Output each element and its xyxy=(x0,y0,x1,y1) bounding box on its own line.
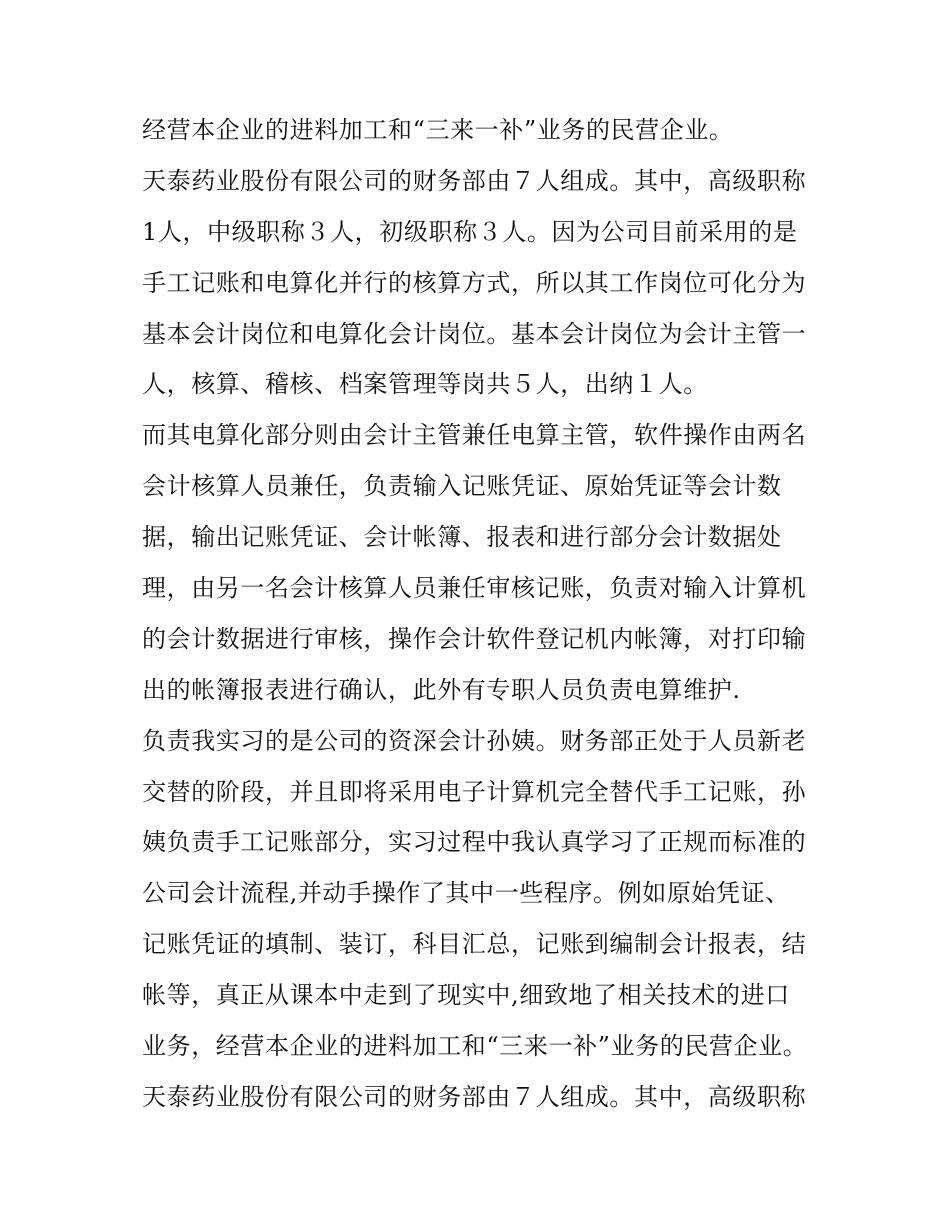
text-line: 人，核算、稽核、档案管理等岗共５人，出纳１人。 xyxy=(142,370,708,399)
text-line: 帐等，真正从课本中走到了现实中,细致地了相关技术的进口 xyxy=(142,981,790,1010)
text-line: 姨负责手工记账部分，实习过程中我认真学习了正规而标准的 xyxy=(142,828,807,857)
text-line: 天泰药业股份有限公司的财务部由７人组成。其中，高级职称 xyxy=(142,1082,807,1111)
text-line: 的会计数据进行审核，操作会计软件登记机内帐簿，对打印输 xyxy=(142,624,807,653)
text-line: 经营本企业的进料加工和“三来一补”业务的民营企业。 xyxy=(142,116,734,144)
text-line: 手工记账和电算化并行的核算方式，所以其工作岗位可化分为 xyxy=(142,268,807,297)
text-line: 会计核算人员兼任，负责输入记账凭证、原始凭证等会计数 xyxy=(142,472,782,501)
text-line: 天泰药业股份有限公司的财务部由７人组成。其中，高级职称 xyxy=(142,166,807,195)
text-line: 出的帐簿报表进行确认，此外有专职人员负责电算维护. xyxy=(142,675,741,704)
text-line: 交替的阶段，并且即将采用电子计算机完全替代手工记账，孙 xyxy=(142,777,807,806)
text-line: 据，输出记账凭证、会计帐簿、报表和进行部分会计数据处 xyxy=(142,523,782,552)
text-line: 1人，中级职称３人，初级职称３人。因为公司目前采用的是 xyxy=(142,217,798,246)
text-line: 公司会计流程,并动手操作了其中一些程序。例如原始凭证、 xyxy=(142,879,790,908)
text-line: 基本会计岗位和电算化会计岗位。基本会计岗位为会计主管一 xyxy=(142,319,807,348)
document-body xyxy=(142,108,822,1126)
text-line: 负责我实习的是公司的资深会计孙姨。财务部正处于人员新老 xyxy=(142,726,807,755)
text-line: 业务，经营本企业的进料加工和“三来一补”业务的民营企业。 xyxy=(142,1032,808,1061)
text-line: 而其电算化部分则由会计主管兼任电算主管，软件操作由两名 xyxy=(142,421,807,450)
text-line: 记账凭证的填制、装订，科目汇总，记账到编制会计报表，结 xyxy=(142,930,807,959)
text-line: 理，由另一名会计核算人员兼任审核记账，负责对输入计算机 xyxy=(142,574,807,603)
